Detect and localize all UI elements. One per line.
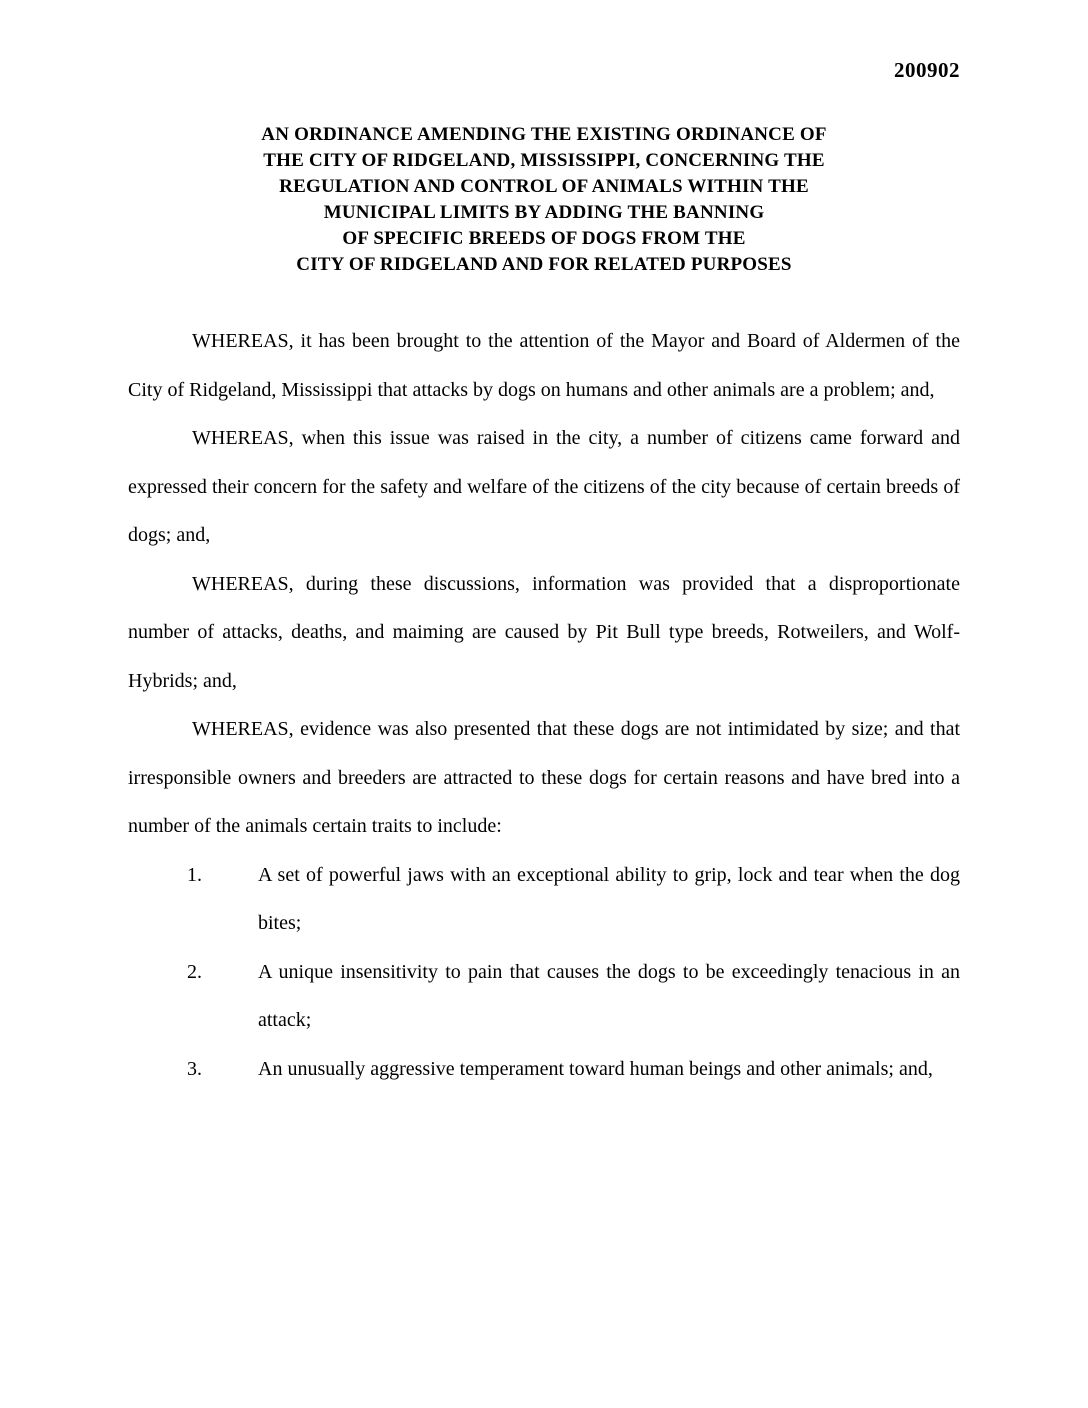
- list-item-2-text: A unique insensitivity to pain that causes the dogs to be exceedingly tenacious in an attack;: [258, 960, 960, 1031]
- title-line-3: REGULATION AND CONTROL OF ANIMALS WITHIN THE: [279, 176, 809, 197]
- title-line-1: AN ORDINANCE AMENDING THE EXISTING ORDINANCE OF: [261, 124, 827, 145]
- list-item-3-number: 3.: [187, 1057, 202, 1080]
- whereas-paragraph-1: WHEREAS, it has been brought to the attention of the Mayor and Board of Aldermen of the City of Ridgeland, Mississippi that attacks by dogs on humans and other animals are a problem; and,: [128, 330, 960, 401]
- title-line-6: CITY OF RIDGELAND AND FOR RELATED PURPOSES: [296, 254, 792, 275]
- title-line-2: THE CITY OF RIDGELAND, MISSISSIPPI, CONCERNING THE: [263, 150, 825, 171]
- title-line-4: MUNICIPAL LIMITS BY ADDING THE BANNING: [323, 202, 765, 223]
- ordinance-title: [128, 122, 960, 278]
- list-item-1: [128, 851, 960, 948]
- whereas-paragraph-4: WHEREAS, evidence was also presented that these dogs are not intimidated by size; and that irresponsible owners and breeders are attracted to these dogs for certain reasons and have bred into a number of the animals certain traits to include:: [128, 718, 960, 837]
- whereas-paragraph-2: WHEREAS, when this issue was raised in the city, a number of citizens came forward and expressed their concern for the safety and welfare of the citizens of the city because of certain breeds of dogs; and,: [128, 427, 960, 546]
- document-body: [128, 317, 960, 1093]
- doc-number: 200902: [894, 58, 960, 82]
- title-line-5: OF SPECIFIC BREEDS OF DOGS FROM THE: [342, 228, 746, 249]
- list-item-2: [128, 948, 960, 1045]
- list-item-3-text: An unusually aggressive temperament toward human beings and other animals; and,: [258, 1057, 933, 1080]
- whereas-paragraph-3: WHEREAS, during these discussions, information was provided that a disproportionate number of attacks, deaths, and maiming are caused by Pit Bull type breeds, Rotweilers, and Wolf-Hybrids; and,: [128, 572, 960, 692]
- list-item-2-number: 2.: [187, 960, 202, 983]
- list-item-1-text: A set of powerful jaws with an exceptional ability to grip, lock and tear when the dog bites;: [258, 863, 960, 934]
- list-item-1-number: 1.: [187, 863, 202, 886]
- list-item-3: [128, 1045, 960, 1094]
